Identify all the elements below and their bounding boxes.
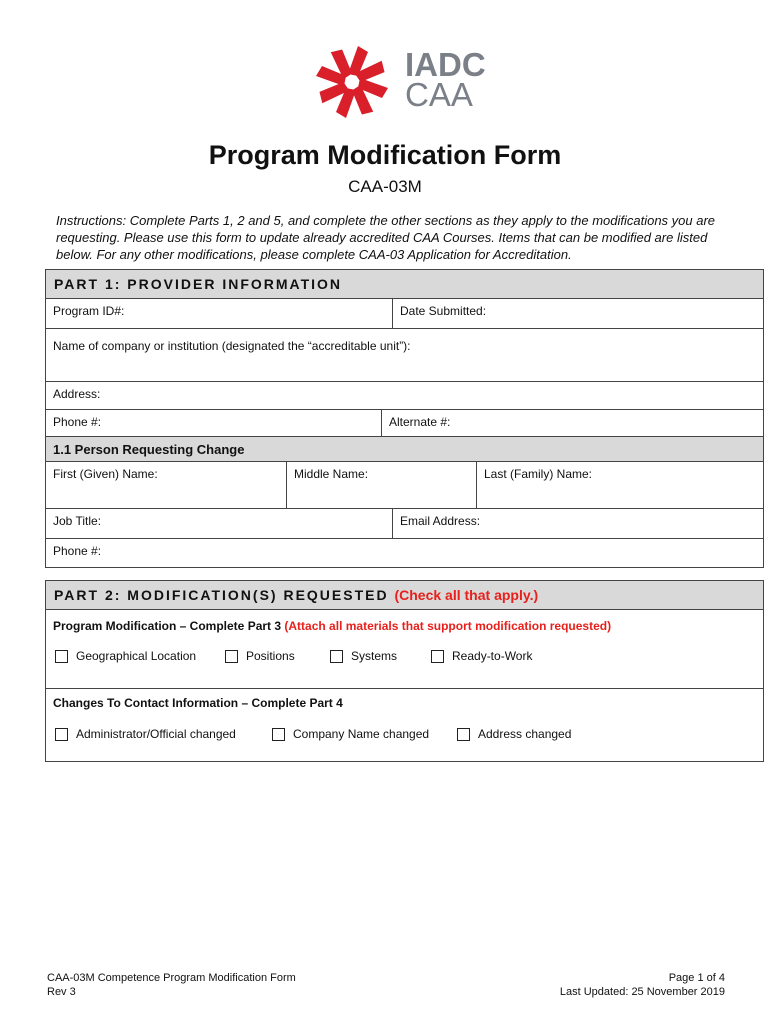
checkbox-icon[interactable] — [431, 650, 444, 663]
checkbox-icon[interactable] — [272, 728, 285, 741]
address-row — [46, 382, 763, 410]
phone-field[interactable] — [46, 410, 381, 436]
address-label: Address: — [53, 387, 101, 401]
address-field[interactable] — [46, 382, 763, 409]
company-name-row — [46, 329, 763, 382]
iadc-caa-logo — [312, 42, 486, 122]
name-row — [46, 462, 763, 509]
checkbox-geographical-location[interactable] — [55, 649, 196, 663]
part2-header-note: (Check all that apply.) — [394, 587, 539, 603]
checkbox-label: Systems — [351, 649, 398, 663]
checkbox-icon[interactable] — [55, 728, 68, 741]
logo-caa-text: CAA — [405, 76, 473, 113]
requester-phone-field[interactable] — [46, 539, 763, 567]
checkbox-company-name-changed[interactable] — [272, 727, 429, 741]
phone-label: Phone #: — [53, 415, 102, 429]
checkbox-label: Geographical Location — [76, 649, 197, 663]
checkbox-label: Company Name changed — [293, 727, 430, 741]
program-id-row — [46, 299, 763, 329]
footer-form-name: CAA-03M Competence Program Modification Form — [47, 972, 296, 984]
checkbox-label: Ready-to-Work — [452, 649, 533, 663]
checkbox-label: Positions — [246, 649, 295, 663]
checkbox-ready-to-work[interactable] — [431, 649, 532, 663]
alternate-phone-field[interactable] — [381, 410, 763, 436]
program-modification-line — [53, 619, 611, 633]
part2-header — [46, 581, 763, 610]
date-submitted-label: Date Submitted: — [400, 304, 487, 318]
last-name-field[interactable] — [476, 462, 763, 508]
program-id-label: Program ID#: — [53, 304, 125, 318]
footer-right — [560, 971, 725, 999]
checkbox-icon[interactable] — [457, 728, 470, 741]
first-name-label: First (Given) Name: — [53, 467, 158, 481]
footer-page-number: Page 1 of 4 — [668, 972, 725, 984]
contact-changes-label: Changes To Contact Information – Complete Part 4 — [53, 696, 343, 710]
middle-name-label: Middle Name: — [294, 467, 369, 481]
last-name-label: Last (Family) Name: — [484, 467, 593, 481]
company-name-label: Name of company or institution (designated the “accreditable unit”): — [53, 339, 411, 353]
checkbox-label: Administrator/Official changed — [76, 727, 236, 741]
email-field[interactable] — [392, 509, 763, 538]
first-name-field[interactable] — [46, 462, 286, 508]
pinwheel-logo-icon — [312, 42, 392, 122]
phone-row — [46, 410, 763, 437]
checkbox-address-changed[interactable] — [457, 727, 571, 741]
checkbox-label: Address changed — [478, 727, 572, 741]
checkbox-systems[interactable] — [330, 649, 397, 663]
program-modification-label: Program Modification – Complete Part 3 — [53, 619, 282, 633]
date-submitted-field[interactable] — [392, 299, 763, 328]
job-title-row — [46, 509, 763, 539]
email-label: Email Address: — [400, 514, 481, 528]
page-title: Program Modification Form — [208, 140, 562, 170]
part1-header: PART 1: PROVIDER INFORMATION — [46, 270, 763, 299]
person-requesting-change-header: 1.1 Person Requesting Change — [46, 437, 763, 462]
program-id-field[interactable] — [46, 299, 392, 328]
program-modification-note: (Attach all materials that support modification requested) — [284, 619, 612, 633]
footer-last-updated: Last Updated: 25 November 2019 — [559, 986, 725, 998]
middle-name-field[interactable] — [286, 462, 476, 508]
checkbox-administrator-changed[interactable] — [55, 727, 236, 741]
part1-section — [45, 269, 764, 568]
instructions-text: Instructions: Complete Parts 1, 2 and 5, and complete the other sections as they apply to the modifications you are requesting. Please use this form to update already accredited CAA Courses. Items that can be modified are listed below. For any other modifications, please complete CAA-03 Application for Accreditation. — [56, 213, 716, 262]
alternate-phone-label: Alternate #: — [389, 415, 451, 429]
requester-phone-label: Phone #: — [53, 544, 102, 558]
part2-section — [45, 580, 764, 762]
checkbox-icon[interactable] — [225, 650, 238, 663]
footer-left — [47, 971, 296, 999]
checkbox-icon[interactable] — [330, 650, 343, 663]
company-name-field[interactable] — [46, 329, 763, 381]
form-code: CAA-03M — [348, 177, 422, 196]
part2-divider — [46, 688, 763, 689]
checkbox-icon[interactable] — [55, 650, 68, 663]
logo-iadc-text: IADC — [405, 46, 486, 83]
phone2-row — [46, 539, 763, 567]
part2-header-title: PART 2: MODIFICATION(S) REQUESTED — [54, 587, 389, 603]
job-title-label: Job Title: — [53, 514, 102, 528]
job-title-field[interactable] — [46, 509, 392, 538]
checkbox-positions[interactable] — [225, 649, 295, 663]
footer-revision: Rev 3 — [47, 986, 76, 998]
